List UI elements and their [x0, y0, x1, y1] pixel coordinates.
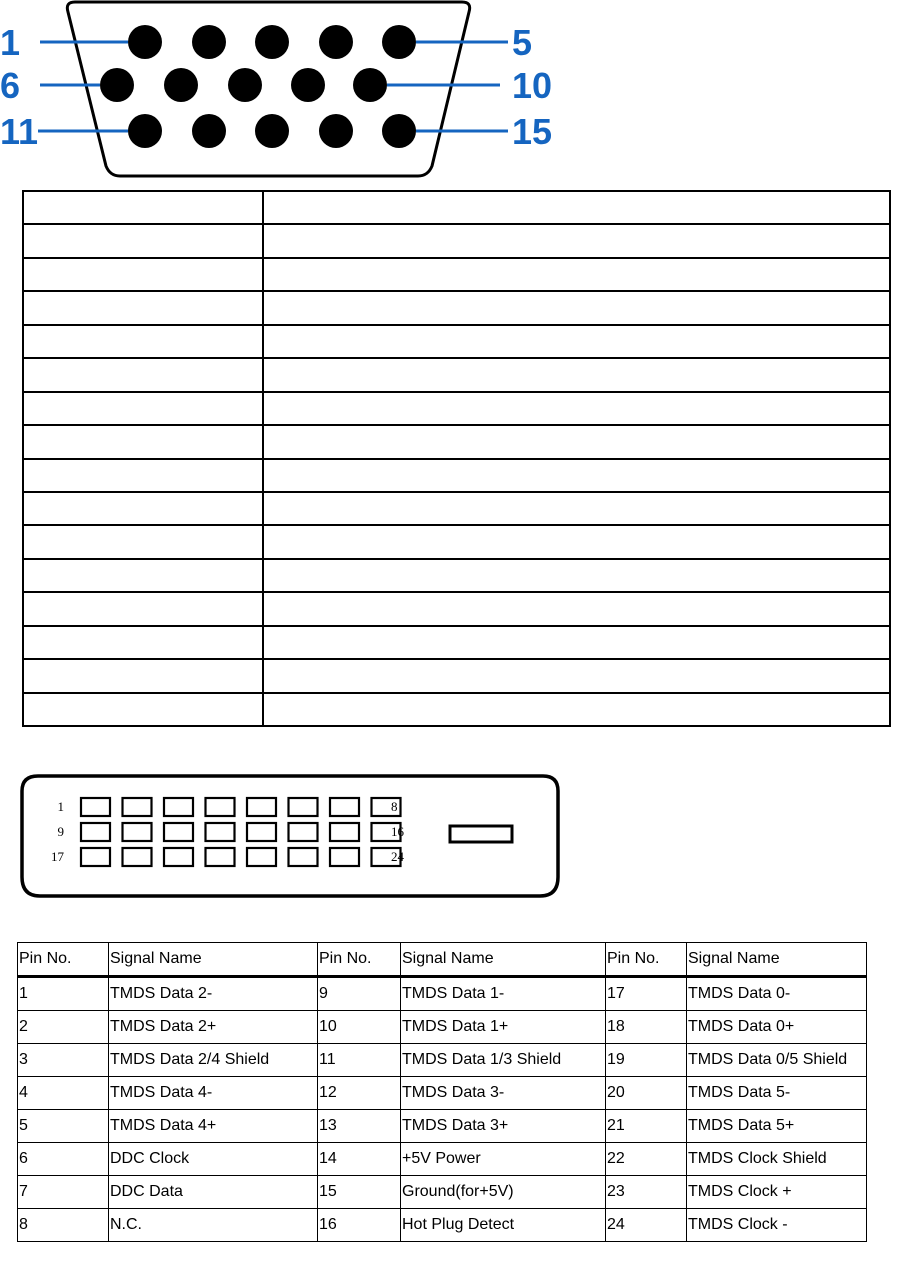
table-cell — [263, 392, 890, 425]
vga-pin-table — [22, 190, 891, 727]
dvi-pin-3 — [164, 798, 193, 816]
pin-number-cell: 11 — [318, 1044, 401, 1077]
signal-name-cell: TMDS Data 5+ — [687, 1110, 867, 1143]
table-cell — [23, 191, 263, 224]
dvi-ground-blade — [450, 826, 512, 842]
pin-number-cell: 9 — [318, 977, 401, 1011]
signal-name-cell: TMDS Data 0- — [687, 977, 867, 1011]
table-cell — [263, 659, 890, 692]
vga-pin-15 — [382, 114, 416, 148]
dvi-pin-17 — [81, 848, 110, 866]
table-row — [23, 693, 890, 726]
pin-number-cell: 21 — [606, 1110, 687, 1143]
table-cell — [23, 592, 263, 625]
pin-number-cell: 10 — [318, 1011, 401, 1044]
vga-pin-label: 11 — [0, 111, 39, 152]
dvi-pin-23 — [330, 848, 359, 866]
pin-number-cell: 24 — [606, 1209, 687, 1242]
table-cell — [263, 191, 890, 224]
signal-name-cell: TMDS Clock - — [687, 1209, 867, 1242]
table-header-row — [18, 943, 867, 977]
table-cell — [23, 291, 263, 324]
table-cell — [23, 559, 263, 592]
table-row — [18, 977, 867, 1011]
signal-name-cell: TMDS Data 3- — [401, 1077, 606, 1110]
table-row — [23, 492, 890, 525]
signal-name-cell: Hot Plug Detect — [401, 1209, 606, 1242]
table-cell — [263, 224, 890, 257]
signal-name-cell: TMDS Data 4+ — [109, 1110, 318, 1143]
table-row — [23, 525, 890, 558]
vga-pin-8 — [228, 68, 262, 102]
dvi-row-end-label: 8 — [391, 799, 398, 814]
table-row — [23, 258, 890, 291]
table-row — [23, 659, 890, 692]
vga-pin-6 — [100, 68, 134, 102]
pin-number-cell: 14 — [318, 1143, 401, 1176]
table-cell — [263, 525, 890, 558]
signal-name-cell: TMDS Data 3+ — [401, 1110, 606, 1143]
signal-name-cell: TMDS Data 2+ — [109, 1011, 318, 1044]
table-row — [23, 592, 890, 625]
pin-number-cell: 7 — [18, 1176, 109, 1209]
table-row — [23, 325, 890, 358]
table-row — [23, 559, 890, 592]
table-cell — [23, 459, 263, 492]
signal-name-cell: +5V Power — [401, 1143, 606, 1176]
table-cell — [23, 693, 263, 726]
signal-name-cell: TMDS Data 0+ — [687, 1011, 867, 1044]
dvi-pin-1 — [81, 798, 110, 816]
pin-number-cell: 8 — [18, 1209, 109, 1242]
dvi-pin-5 — [247, 798, 276, 816]
table-row — [23, 191, 890, 224]
dvi-pin-13 — [247, 823, 276, 841]
vga-pin-label: 15 — [512, 111, 553, 152]
signal-name-cell: DDC Clock — [109, 1143, 318, 1176]
dvi-connector-diagram — [18, 770, 563, 900]
pin-number-cell: 20 — [606, 1077, 687, 1110]
table-row — [18, 1011, 867, 1044]
pin-number-cell: 13 — [318, 1110, 401, 1143]
table-cell — [263, 425, 890, 458]
vga-pin-label: 6 — [0, 65, 21, 106]
pin-number-cell: 6 — [18, 1143, 109, 1176]
vga-pin-1 — [128, 25, 162, 59]
vga-pin-7 — [164, 68, 198, 102]
dvi-pin-14 — [289, 823, 318, 841]
vga-pin-12 — [192, 114, 226, 148]
dvi-row-end-label: 16 — [391, 824, 404, 839]
pin-number-cell: 22 — [606, 1143, 687, 1176]
signal-name-cell: N.C. — [109, 1209, 318, 1242]
table-cell — [263, 258, 890, 291]
dvi-pin-table — [17, 942, 867, 1242]
dvi-row-start-label: 9 — [57, 824, 64, 839]
table-cell — [263, 592, 890, 625]
table-cell — [23, 258, 263, 291]
dvi-pin-10 — [123, 823, 152, 841]
pin-number-cell: 16 — [318, 1209, 401, 1242]
signal-name-cell: TMDS Data 5- — [687, 1077, 867, 1110]
table-cell — [23, 358, 263, 391]
pin-number-cell: 5 — [18, 1110, 109, 1143]
pin-number-cell: 12 — [318, 1077, 401, 1110]
table-cell — [263, 459, 890, 492]
table-row — [18, 1077, 867, 1110]
vga-pin-9 — [291, 68, 325, 102]
vga-pin-3 — [255, 25, 289, 59]
pin-number-cell: 18 — [606, 1011, 687, 1044]
table-row — [18, 1209, 867, 1242]
vga-pin-label: 5 — [512, 22, 533, 63]
dvi-pin-18 — [123, 848, 152, 866]
table-cell — [263, 325, 890, 358]
dvi-pin-9 — [81, 823, 110, 841]
pin-number-cell: 3 — [18, 1044, 109, 1077]
vga-pin-label: 10 — [512, 65, 553, 106]
table-cell — [23, 626, 263, 659]
header-pin-no-3: Pin No. — [606, 943, 687, 977]
signal-name-cell: TMDS Data 1- — [401, 977, 606, 1011]
table-row — [23, 224, 890, 257]
table-cell — [23, 392, 263, 425]
table-cell — [23, 325, 263, 358]
table-cell — [23, 224, 263, 257]
dvi-pin-11 — [164, 823, 193, 841]
dvi-connector-shell — [22, 776, 558, 896]
dvi-pin-6 — [289, 798, 318, 816]
vga-pin-5 — [382, 25, 416, 59]
signal-name-cell: TMDS Data 2- — [109, 977, 318, 1011]
table-row — [23, 358, 890, 391]
vga-pin-4 — [319, 25, 353, 59]
vga-pin-11 — [128, 114, 162, 148]
dvi-pin-15 — [330, 823, 359, 841]
vga-connector-diagram — [0, 0, 600, 185]
vga-pin-13 — [255, 114, 289, 148]
header-pin-no-2: Pin No. — [318, 943, 401, 977]
table-cell — [263, 291, 890, 324]
pin-number-cell: 1 — [18, 977, 109, 1011]
signal-name-cell: TMDS Data 2/4 Shield — [109, 1044, 318, 1077]
table-row — [23, 392, 890, 425]
signal-name-cell: Ground(for+5V) — [401, 1176, 606, 1209]
table-row — [23, 291, 890, 324]
table-row — [23, 459, 890, 492]
vga-pin-2 — [192, 25, 226, 59]
table-row — [23, 626, 890, 659]
pin-number-cell: 23 — [606, 1176, 687, 1209]
signal-name-cell: TMDS Data 4- — [109, 1077, 318, 1110]
table-cell — [23, 659, 263, 692]
table-cell — [23, 425, 263, 458]
pin-number-cell: 4 — [18, 1077, 109, 1110]
pin-number-cell: 19 — [606, 1044, 687, 1077]
pin-number-cell: 15 — [318, 1176, 401, 1209]
dvi-row-start-label: 17 — [51, 849, 64, 864]
dvi-pin-20 — [206, 848, 235, 866]
dvi-pin-7 — [330, 798, 359, 816]
vga-pin-14 — [319, 114, 353, 148]
table-cell — [23, 492, 263, 525]
table-row — [18, 1044, 867, 1077]
table-cell — [263, 559, 890, 592]
signal-name-cell: TMDS Data 0/5 Shield — [687, 1044, 867, 1077]
vga-pin-10 — [353, 68, 387, 102]
table-cell — [263, 492, 890, 525]
dvi-pin-21 — [247, 848, 276, 866]
table-row — [18, 1143, 867, 1176]
header-signal-name-3: Signal Name — [687, 943, 867, 977]
table-cell — [23, 525, 263, 558]
pin-number-cell: 17 — [606, 977, 687, 1011]
table-row — [18, 1176, 867, 1209]
table-cell — [263, 358, 890, 391]
dvi-pin-2 — [123, 798, 152, 816]
vga-pin-label: 1 — [0, 22, 21, 63]
signal-name-cell: DDC Data — [109, 1176, 318, 1209]
signal-name-cell: TMDS Data 1/3 Shield — [401, 1044, 606, 1077]
header-signal-name-2: Signal Name — [401, 943, 606, 977]
table-cell — [263, 626, 890, 659]
dvi-pin-22 — [289, 848, 318, 866]
dvi-pin-4 — [206, 798, 235, 816]
table-row — [23, 425, 890, 458]
pin-number-cell: 2 — [18, 1011, 109, 1044]
header-pin-no-1: Pin No. — [18, 943, 109, 977]
dvi-pin-12 — [206, 823, 235, 841]
table-cell — [263, 693, 890, 726]
table-row — [18, 1110, 867, 1143]
signal-name-cell: TMDS Clock + — [687, 1176, 867, 1209]
header-signal-name-1: Signal Name — [109, 943, 318, 977]
signal-name-cell: TMDS Clock Shield — [687, 1143, 867, 1176]
signal-name-cell: TMDS Data 1+ — [401, 1011, 606, 1044]
dvi-row-start-label: 1 — [57, 799, 64, 814]
dvi-pin-19 — [164, 848, 193, 866]
dvi-row-end-label: 24 — [391, 849, 404, 864]
